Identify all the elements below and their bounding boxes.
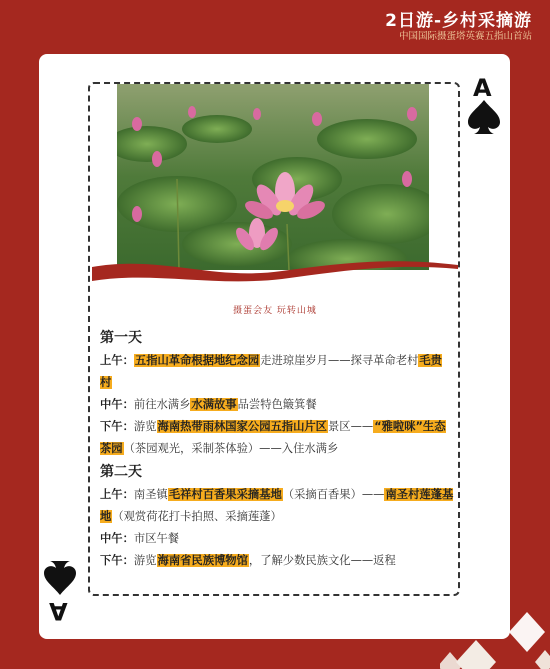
highlight-place: 海南热带雨林国家公园五指山片区 [157, 420, 327, 433]
card-rank-bottom: A [49, 597, 68, 625]
item-text: ，了解少数民族文化——返程 [248, 554, 396, 567]
highlight-place: 毛贵村 [100, 354, 442, 389]
page-subtitle: 中国国际摄蛋塔英赛五指山首站 [398, 31, 532, 42]
time-label: 下午： [100, 420, 134, 433]
time-label: 下午： [100, 554, 134, 567]
spade-icon [43, 560, 77, 596]
highlight-place: 南圣村莲蓬基地 [100, 488, 454, 523]
lotus-photo [117, 84, 429, 270]
itinerary [100, 326, 454, 572]
itinerary-item [100, 350, 454, 394]
diamond-decoration-icon [440, 640, 510, 669]
highlight-place: 毛祥村百香果采摘基地 [168, 488, 282, 501]
itinerary-item [100, 416, 454, 460]
day-title: 第二天 [100, 464, 142, 480]
highlight-place: 海南省民族博物馆 [157, 554, 248, 567]
itinerary-item [100, 484, 454, 528]
item-text: （观赏荷花打卡拍照、采摘莲蓬） [112, 510, 282, 523]
itinerary-item [100, 394, 454, 416]
time-label: 上午： [100, 354, 134, 367]
item-text: （采摘百香果）—— [282, 488, 385, 501]
item-text: 走进琼崖岁月——探寻革命老村 [260, 354, 419, 367]
slogan: 摄蛋会友 玩转山城 [233, 306, 317, 316]
spade-icon [467, 99, 501, 135]
item-text: 市区午餐 [133, 532, 180, 545]
item-text: 南圣镇 [133, 488, 168, 501]
time-label: 上午： [100, 488, 134, 501]
highlight-place: 水满故事 [191, 398, 237, 411]
item-text: （茶园观光，采制茶体验）——入住水满乡 [123, 442, 339, 455]
item-text: 景区—— [327, 420, 374, 433]
page-title: 2日游-乡村采摘游 [385, 11, 532, 31]
item-text: 游览 [133, 420, 157, 433]
diamond-decoration-icon [505, 610, 550, 669]
highlight-place: 五指山革命根据地纪念园 [134, 354, 260, 367]
item-text: 游览 [133, 554, 157, 567]
time-label: 中午： [100, 398, 134, 411]
day-title: 第一天 [100, 330, 142, 346]
time-label: 中午： [100, 532, 134, 545]
item-text: 前往水满乡 [133, 398, 191, 411]
highlight-place: “雅啦咪”生态茶园 [100, 420, 446, 455]
itinerary-item [100, 528, 454, 550]
card-rank-top: A [473, 74, 492, 102]
wave-divider [92, 255, 458, 290]
itinerary-item [100, 550, 454, 572]
item-text: 品尝特色簸箕餐 [237, 398, 317, 411]
